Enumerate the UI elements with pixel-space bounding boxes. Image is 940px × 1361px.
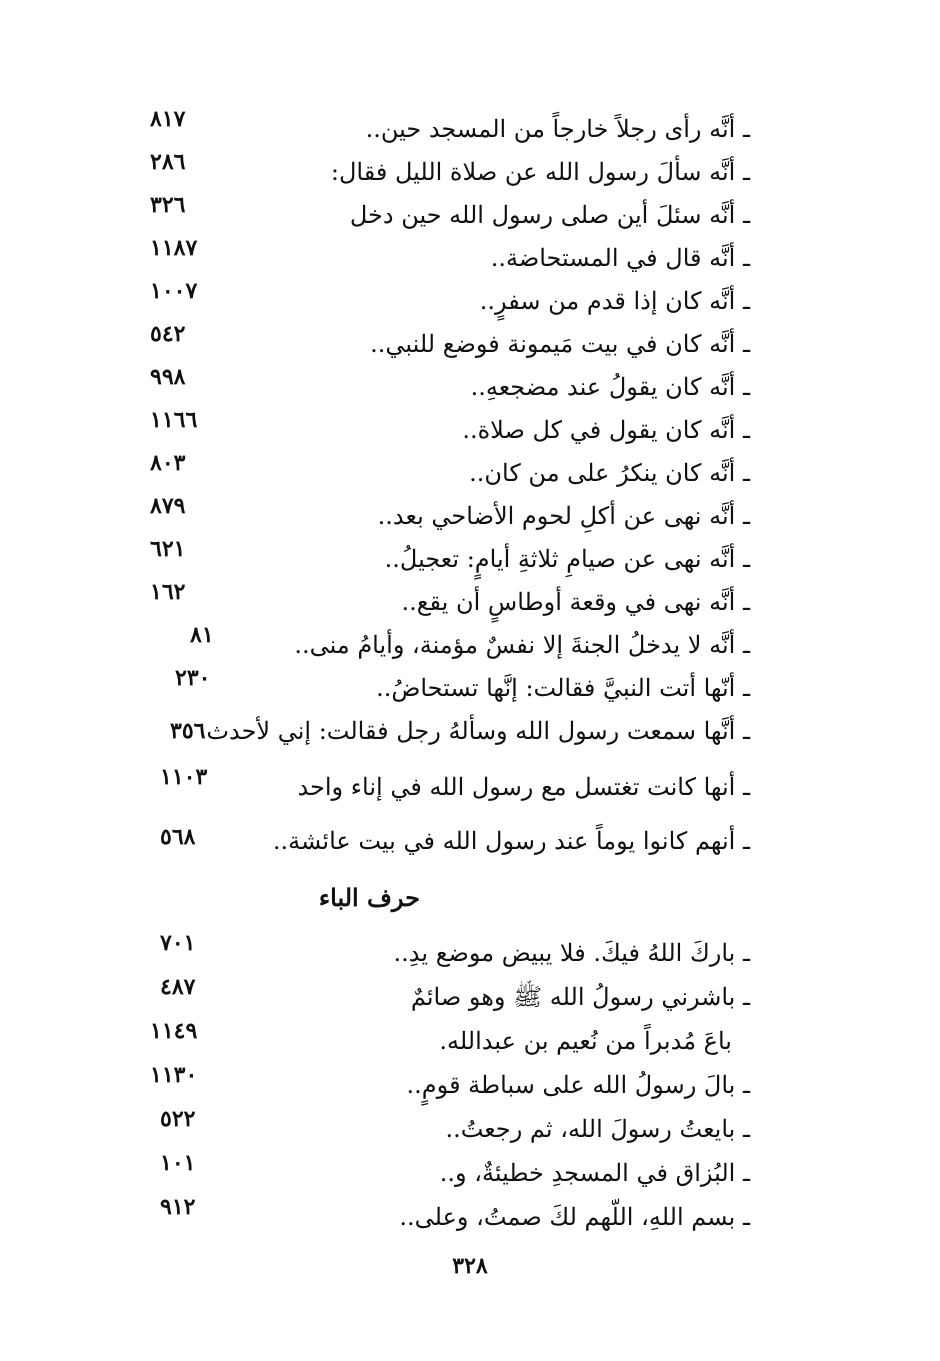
index-entry xyxy=(150,409,750,451)
entry-text: ـ أنَّه كان ينكرُ على من كان.. xyxy=(469,459,750,487)
entry-number: ٨١٧ xyxy=(150,106,186,132)
entry-number: ٥٦٨ xyxy=(160,824,196,850)
entry-number: ١١٦٦ xyxy=(150,407,198,433)
entry-number: ٣٥٦ xyxy=(170,718,206,744)
index-entry xyxy=(150,538,750,580)
entry-number: ٦٢١ xyxy=(150,536,186,562)
index-entry xyxy=(150,820,750,862)
entry-number: ٩١٢ xyxy=(160,1194,196,1220)
entry-number: ٩٩٨ xyxy=(150,364,186,390)
entry-number: ٨١ xyxy=(190,622,214,648)
entry-text: ـ أنَّه رأى رجلاً خارجاً من المسجد حين.. xyxy=(365,115,750,143)
index-entry xyxy=(150,108,750,150)
entry-text: ـ أنّها أتت النبيَّ فقالت: إنَّها تستحاضُ.. xyxy=(376,674,750,702)
index-entry xyxy=(150,366,750,408)
index-entry xyxy=(150,151,750,193)
entry-number: ١١٤٩ xyxy=(150,1018,198,1044)
entry-text: ـ أنَّه لا يدخلُ الجنةَ إلا نفسٌ مؤمنة، وأيامُ منى.. xyxy=(294,631,750,659)
entry-number: ٨٧٩ xyxy=(150,493,186,519)
entry-text: ـ أنَّه نهى في وقعة أوطاسٍ أن يقع.. xyxy=(401,588,750,616)
index-entry xyxy=(150,710,750,752)
entry-number: ٣٢٦ xyxy=(150,192,186,218)
index-entry xyxy=(150,452,750,494)
entry-number: ٥٢٢ xyxy=(160,1106,196,1132)
index-entry xyxy=(150,766,750,808)
index-entry xyxy=(150,1196,750,1238)
entry-text: ـ أنَّه نهى عن أكلِ لحوم الأضاحي بعد.. xyxy=(377,502,750,530)
index-entry xyxy=(150,194,750,236)
entry-text: باعَ مُدبراً من نُعيم بن عبدالله. xyxy=(439,1027,732,1055)
index-entry xyxy=(150,1020,750,1062)
index-entry xyxy=(150,280,750,322)
index-entry xyxy=(150,495,750,537)
entry-text: ـ أنهم كانوا يوماً عند رسول الله في بيت عائشة.. xyxy=(272,827,750,855)
index-entry xyxy=(150,976,750,1018)
index-entry xyxy=(150,237,750,279)
entry-number: ١٠١ xyxy=(160,1150,196,1176)
entry-text: ـ أنَّه نهى عن صيامِ ثلاثةِ أيامٍ: تعجيلُ.. xyxy=(384,545,750,573)
entry-number: ٤٨٧ xyxy=(160,974,196,1000)
entry-text: ـ باركَ اللهُ فيكَ. فلا يبيض موضع يدِ.. xyxy=(393,939,750,967)
entry-text: ـ بالَ رسولُ الله على سباطة قومٍ.. xyxy=(406,1071,750,1099)
entry-number: ٧٠١ xyxy=(160,930,196,956)
index-entry xyxy=(150,323,750,365)
entry-text: ـ أنَّه كان يقول في كل صلاة.. xyxy=(462,416,750,444)
entry-text: ـ أنَّه كان إذا قدم من سفرٍ.. xyxy=(479,287,750,315)
entry-text: ـ أنَّها سمعت رسول الله وسألهُ رجل فقالت: إني لأحدث xyxy=(206,717,750,745)
entry-number: ١١٣٠ xyxy=(150,1062,198,1088)
entry-text: ـ أنَّه قال في المستحاضة.. xyxy=(490,244,750,272)
entry-text: ـ بسم اللهِ، اللّهم لكَ صمتُ، وعلى.. xyxy=(399,1203,750,1231)
entry-number: ١١٠٣ xyxy=(160,764,208,790)
section-heading: حرف الباء xyxy=(318,883,420,912)
entry-number: ١١٨٧ xyxy=(150,235,198,261)
entry-text: ـ البُزاق في المسجدِ خطيئةٌ، و.. xyxy=(439,1159,750,1187)
index-entry xyxy=(150,667,750,709)
entry-number: ٨٠٣ xyxy=(150,450,186,476)
entry-text: ـ بايعتُ رسولَ الله، ثم رجعتُ.. xyxy=(445,1115,750,1143)
entry-number: ٥٤٢ xyxy=(150,321,186,347)
entry-number: ٢٨٦ xyxy=(150,149,186,175)
entry-number: ١٦٢ xyxy=(150,579,186,605)
entry-text: ـ أنها كانت تغتسل مع رسول الله في إناء واحد xyxy=(297,773,750,801)
entry-text: ـ أنَّه كان في بيت مَيمونة فوضع للنبي.. xyxy=(370,330,750,358)
entry-text: ـ باشرني رسولُ الله ﷺ وهو صائمٌ xyxy=(410,983,750,1011)
entry-text: ـ أنَّه كان يقولُ عند مضجعهِ.. xyxy=(470,373,750,401)
entry-text: ـ أنَّه سئلَ أين صلى رسول الله حين دخل xyxy=(349,201,750,229)
page-number: ٣٢٨ xyxy=(452,1253,488,1279)
entry-number: ١٠٠٧ xyxy=(150,278,198,304)
entry-number: ٢٣٠ xyxy=(175,665,211,691)
entry-text: ـ أنَّه سألَ رسول الله عن صلاة الليل فقال: xyxy=(330,158,750,186)
